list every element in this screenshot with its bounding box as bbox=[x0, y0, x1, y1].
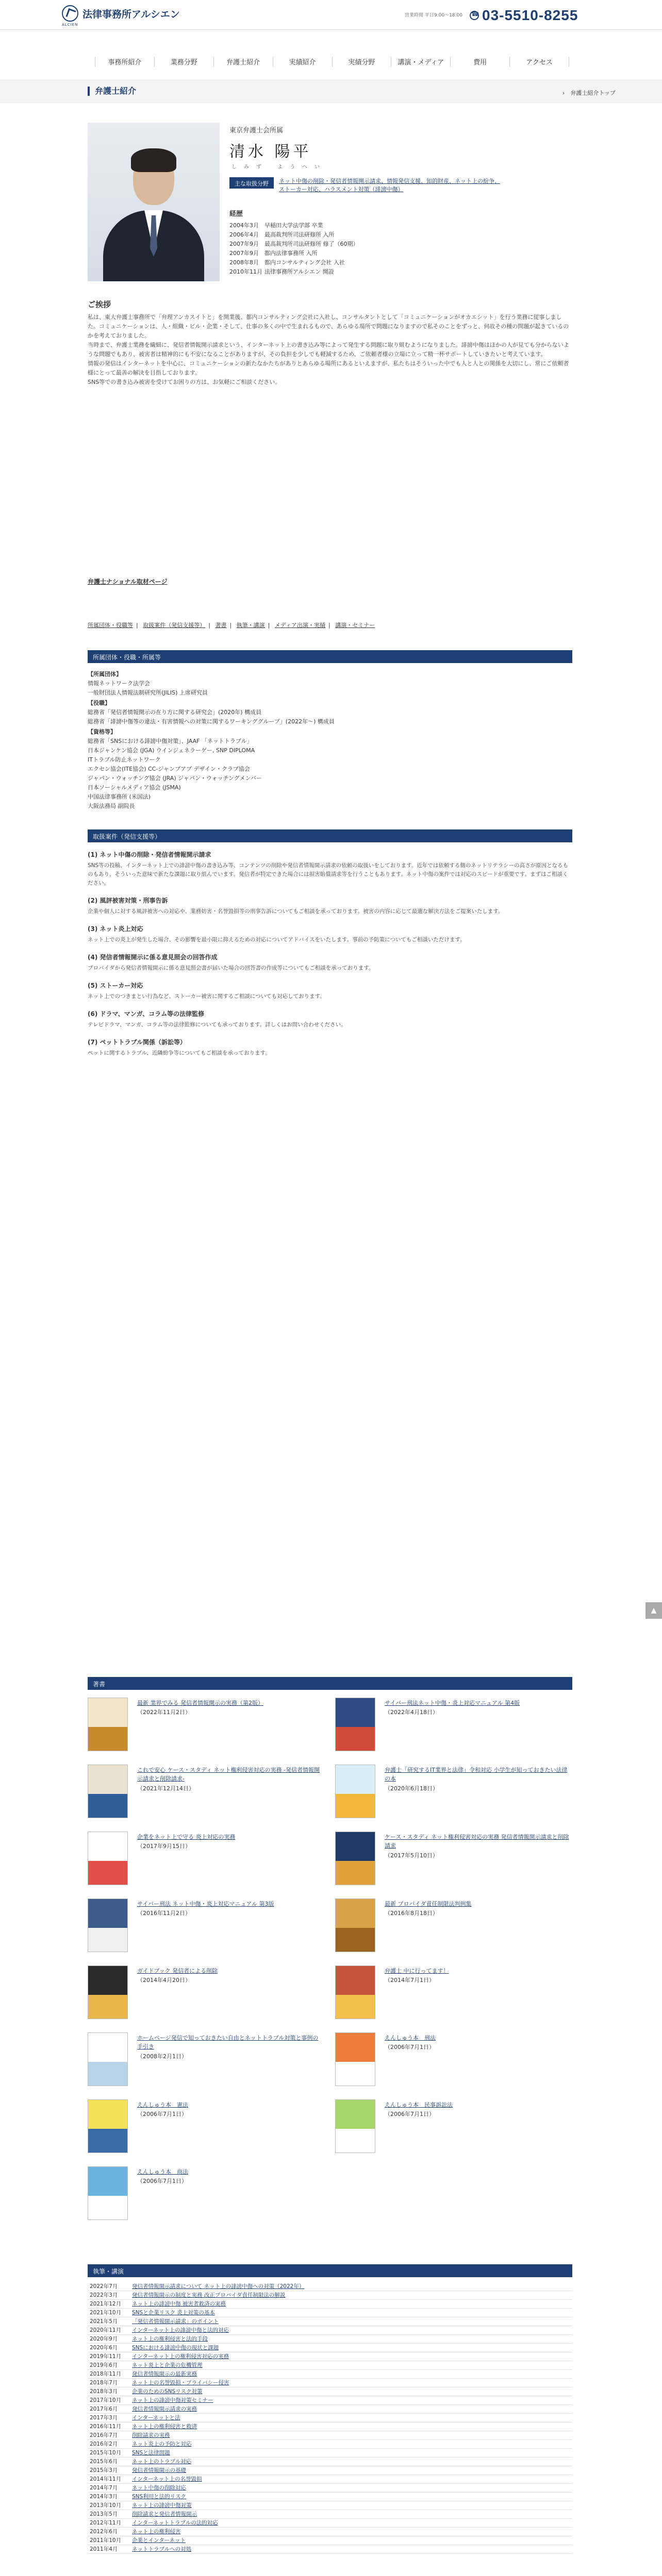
row-title-link[interactable]: 企業のためのSNSリスク対策 bbox=[132, 2388, 203, 2395]
book-date: （2021年12月14日） bbox=[137, 1785, 194, 1792]
row-title-link[interactable]: 企業とインターネット bbox=[132, 2537, 186, 2544]
book-date: （2022年11月2日） bbox=[137, 1709, 191, 1716]
book-cover[interactable] bbox=[335, 1765, 375, 1818]
book-title[interactable]: 最新 プロバイダ責任制限法判例集 bbox=[385, 1901, 472, 1907]
row-date: 2015年6月 bbox=[90, 2459, 118, 2465]
affiliation-group-title: 【資格等】 bbox=[88, 728, 116, 735]
nav-item-access[interactable]: アクセス bbox=[510, 57, 569, 67]
row-date: 2017年6月 bbox=[90, 2406, 118, 2412]
table-row bbox=[88, 2300, 572, 2309]
practice-item-heading: (3) ネット炎上対応 bbox=[88, 925, 143, 933]
book-date: （2016年11月2日） bbox=[137, 1910, 191, 1917]
practice-item-heading: (4) 発信者情報開示に係る意見照会の回答作成 bbox=[88, 954, 218, 961]
row-date: 2018年3月 bbox=[90, 2388, 118, 2395]
career-heading: 経歴 bbox=[229, 210, 243, 218]
book-title[interactable]: 企業をネット上で守る 炎上対応の実務 bbox=[137, 1834, 236, 1840]
career-row bbox=[229, 221, 549, 230]
table-row bbox=[88, 2536, 572, 2545]
row-title-link[interactable]: ネット上の名誉毀損・プライバシー侵害 bbox=[132, 2380, 229, 2386]
row-title-link[interactable]: ネットトラブルへの対処 bbox=[132, 2546, 192, 2552]
practice-item-heading: (2) 風評被害対策・刑事告訴 bbox=[88, 897, 168, 904]
nav-item-results[interactable]: 実績紹介 bbox=[273, 57, 333, 67]
header-contact bbox=[405, 7, 578, 24]
table-row bbox=[88, 2458, 572, 2466]
book-date: （2006年7月1日） bbox=[385, 2044, 435, 2050]
page-top-button[interactable]: ▲ bbox=[646, 1602, 662, 1619]
book-title[interactable]: ガイドブック 発信者による削除 bbox=[137, 1968, 218, 1974]
practice-item-heading: (5) ストーカー対応 bbox=[88, 982, 143, 989]
row-date: 2019年6月 bbox=[90, 2362, 118, 2368]
anchor-practice[interactable]: 取扱案件（発信支援等） bbox=[143, 622, 206, 629]
row-title-link[interactable]: SNSと企業リスク 炎上対策の基本 bbox=[132, 2310, 215, 2316]
book-item[interactable] bbox=[335, 1832, 572, 1893]
row-title-link[interactable]: ネット上の誹謗中傷対策 bbox=[132, 2502, 192, 2509]
book-cover[interactable] bbox=[335, 2032, 375, 2086]
table-row bbox=[88, 2370, 572, 2379]
affiliation-item: 大阪法務局 副院長 bbox=[88, 803, 135, 809]
nav-item-result-fields[interactable]: 実績分野 bbox=[333, 57, 392, 67]
nav-item-office[interactable]: 事務所紹介 bbox=[95, 57, 155, 67]
practice-item-text: 企業や個人に対する風評被害への対応や、業務妨害・名誉毀損等の刑事告訴についてもご相談を承っております。被害の内容に応じて最適な解決方法をご提案いたします。 bbox=[88, 908, 504, 914]
book-item[interactable] bbox=[88, 1832, 325, 1893]
books-heading: 著書 bbox=[88, 1677, 572, 1690]
row-title-link[interactable]: 削除請求の実務 bbox=[132, 2432, 170, 2438]
office-hours: 営業時間 平日9:00～18:00 bbox=[405, 12, 463, 18]
book-item[interactable] bbox=[335, 1965, 572, 2027]
book-cover[interactable] bbox=[88, 1965, 128, 2019]
affiliation-item: 総務省「SNSにおける誹謗中傷対策」、JAAF 「ネットトラブル」 bbox=[88, 738, 253, 744]
row-title-link[interactable]: ネット炎上と企業の危機管理 bbox=[132, 2362, 203, 2368]
affiliation-item: 日本ソーシャルメディア協会 (JSMA) bbox=[88, 784, 181, 791]
row-title-link[interactable]: ネット上のトラブル対応 bbox=[132, 2459, 192, 2465]
phone-number[interactable]: 03-5510-8255 bbox=[482, 7, 578, 23]
row-title-link[interactable]: SNS利用と法的リスク bbox=[132, 2494, 186, 2500]
affiliation-item: 日本ジャンケン協会 (JGA) ウインジェネラーゲー, SNP DIPLOMA bbox=[88, 747, 255, 754]
book-item[interactable] bbox=[88, 2032, 325, 2094]
practice-item-heading: (1) ネット中傷の削除・発信者情報開示請求 bbox=[88, 851, 211, 858]
career-text: 法律事務所アルシエン 開設 bbox=[264, 268, 334, 275]
row-date: 2020年9月 bbox=[90, 2336, 118, 2342]
row-date: 2016年11月 bbox=[90, 2424, 122, 2430]
book-cover[interactable] bbox=[88, 2099, 128, 2153]
book-item[interactable] bbox=[88, 1765, 325, 1826]
affiliation-item: 総務省「発信者情報開示の在り方に関する研究会」(2020年) 構成員 bbox=[88, 709, 262, 716]
table-row bbox=[88, 2510, 572, 2519]
book-date: （2017年5月10日） bbox=[385, 1852, 438, 1859]
table-row bbox=[88, 2291, 572, 2300]
row-date: 2014年3月 bbox=[90, 2494, 118, 2500]
career-text: 都内法律事務所 入所 bbox=[264, 250, 318, 257]
table-row bbox=[88, 2466, 572, 2475]
row-title-link[interactable]: ネット上の誹謗中傷対策セミナー bbox=[132, 2397, 213, 2403]
book-title[interactable]: 最新 業界でみる 発信者情報開示の実務（第2版） bbox=[137, 1700, 263, 1706]
book-title[interactable]: えんしゅう本 刑法 bbox=[385, 2035, 436, 2041]
writing-heading: 執筆・講演 bbox=[88, 2264, 572, 2277]
row-date: 2016年7月 bbox=[90, 2432, 118, 2438]
row-date: 2017年3月 bbox=[90, 2415, 118, 2421]
table-row bbox=[88, 2344, 572, 2352]
book-cover[interactable] bbox=[88, 1832, 128, 1885]
anchor-media[interactable]: メディア出演・実績 bbox=[274, 622, 325, 629]
career-row bbox=[229, 230, 549, 240]
nav-item-practice-areas[interactable]: 業務分野 bbox=[155, 57, 214, 67]
site-header bbox=[0, 0, 662, 30]
affiliations-heading: 所属団体・役職・所属等 bbox=[88, 650, 572, 663]
table-row bbox=[88, 2387, 572, 2396]
table-row bbox=[88, 2528, 572, 2536]
affiliation-group-title: 【役職】 bbox=[88, 700, 110, 706]
career-year: 2007年9月 bbox=[229, 241, 259, 247]
page-title: 弁護士紹介 bbox=[88, 87, 136, 96]
greeting-paragraph: 当時まで、弁護士業務を繊細に、発信者情報開示請求という、インターネット上の書き込み等によって発生する問題に取り組むようになりました。誹謗中傷はほかの人が見ても分からないような問題でもあり、被害者は精神的にも不安になることがありますが、その負担を少しでも軽減するため、ご依頼者様の立場に立って精一杯サポートしていきたいと考えています。 bbox=[88, 342, 569, 358]
nav-item-lectures-media[interactable]: 講演・メディア bbox=[391, 57, 451, 67]
practice-item-heading: (7) ペットトラブル関係（訴訟等） bbox=[88, 1039, 187, 1046]
anchor-writing[interactable]: 執筆・講演 bbox=[236, 622, 265, 629]
title-bar bbox=[0, 80, 662, 103]
book-title[interactable]: えんしゅう本 憲法 bbox=[137, 2102, 188, 2108]
affiliation-item: 情報ネットワーク法学会 bbox=[88, 680, 150, 687]
lawyer-name: 清水 陽平 bbox=[229, 143, 312, 161]
book-cover[interactable] bbox=[335, 1899, 375, 1952]
fields-label: 主な取扱分野 bbox=[229, 177, 274, 189]
row-title-link[interactable]: 発信者情報開示請求の実務 bbox=[132, 2406, 197, 2412]
book-item[interactable] bbox=[335, 2032, 572, 2094]
book-date: （2014年7月1日） bbox=[385, 1977, 435, 1984]
book-cover[interactable] bbox=[88, 2166, 128, 2220]
row-title-link[interactable]: インターネット上の権利侵害対応の実務 bbox=[132, 2353, 229, 2360]
career-year: 2008年8月 bbox=[229, 259, 259, 266]
practice-item-text: SNS等の投稿、インターネット上での誹謗中傷の書き込み等、コンテンツの削除や発信者情報開示請求の依頼の取扱いをしております。近年では依頼する側のネットリテラシーの高さが原因となるものもあり、そういった意味で新たな課題に取り組んでいます。発信者が特定できた場合には損害賠償請求等を行うこともあります。ネット中傷の案件では対応のスピードが重要です。まずはご相談ください。 bbox=[88, 862, 569, 886]
book-item[interactable] bbox=[88, 1698, 325, 1759]
table-row bbox=[88, 2335, 572, 2344]
career-text: 最高裁判所司法研修所 修了（60期） bbox=[264, 241, 359, 247]
practice-item-text: ネット上での炎上が発生した場合、その影響を最小限に抑えるための対応についてアドバイスをいたします。事前の予防策についてもご相談いただけます。 bbox=[88, 937, 466, 943]
book-cover[interactable] bbox=[88, 1765, 128, 1818]
career-year: 2006年4月 bbox=[229, 231, 259, 238]
row-date: 2018年11月 bbox=[90, 2371, 122, 2377]
phone-icon bbox=[470, 11, 479, 20]
row-date: 2021年5月 bbox=[90, 2318, 118, 2325]
nav-item-lawyers[interactable]: 弁護士紹介 bbox=[214, 57, 273, 67]
logo-text: 法律事務所アルシエン bbox=[82, 8, 180, 20]
nav-item-fees[interactable]: 費用 bbox=[451, 57, 510, 67]
table-row bbox=[88, 2493, 572, 2501]
row-date: 2020年6月 bbox=[90, 2345, 118, 2351]
row-date: 2015年10月 bbox=[90, 2450, 122, 2456]
writing-table bbox=[88, 2282, 572, 2554]
affiliation-item: エクセン協会(ITE協会) CC-ジャンプアプ デザイン・クラブ協会 bbox=[88, 766, 250, 772]
row-date: 2014年11月 bbox=[90, 2476, 122, 2482]
section-anchor-links: 所属団体・役職等 | 取扱案件（発信支援等） | 著書 | 執筆・講演 | メディア出演・実績 | 講演・セミナー bbox=[88, 622, 375, 629]
back-to-lawyers-link[interactable]: › 弁護士紹介トップ bbox=[562, 90, 616, 96]
row-date: 2012年6月 bbox=[90, 2529, 118, 2535]
career-list bbox=[229, 221, 549, 277]
table-row bbox=[88, 2405, 572, 2414]
book-title[interactable]: 弁護士「研究するIT業界と法律」令和対応 小学生が知っておきたい法律の本 bbox=[385, 1767, 568, 1782]
lawyer-name-kana: しみず ようへい bbox=[231, 164, 327, 170]
affiliation-item: 総務省「誹謗中傷等の違法・有害情報への対策に関するワーキンググループ」(2022年〜) 構成員 bbox=[88, 718, 335, 725]
table-row bbox=[88, 2352, 572, 2361]
row-date: 2019年11月 bbox=[90, 2353, 122, 2360]
row-title-link[interactable]: 「発信者情報開示請求」のポイント bbox=[132, 2318, 219, 2325]
table-row bbox=[88, 2326, 572, 2335]
career-year: 2010年11月 bbox=[229, 268, 262, 275]
practice-list bbox=[88, 850, 572, 1058]
career-year: 2004年3月 bbox=[229, 222, 259, 229]
practice-item-text: テレビドラマ、マンガ、コラム等の法律監修についても承っております。詳しくはお問い合わせください。 bbox=[88, 1022, 346, 1028]
book-cover[interactable] bbox=[335, 1832, 375, 1885]
practice-item-text: ペットに関するトラブル、近隣紛争等についてもご相談を承っております。 bbox=[88, 1050, 271, 1056]
book-cover[interactable] bbox=[335, 2099, 375, 2153]
row-title-link[interactable]: 発信者情報開示請求について ネット上の誹謗中傷への対策（2022年） bbox=[132, 2283, 305, 2290]
row-date: 2011年4月 bbox=[90, 2546, 118, 2552]
book-item[interactable] bbox=[88, 1965, 325, 2027]
row-date: 2022年7月 bbox=[90, 2283, 118, 2290]
career-row bbox=[229, 258, 549, 267]
row-title-link[interactable]: ネット上の権利侵害と法的手段 bbox=[132, 2336, 208, 2342]
book-date: （2020年6月18日） bbox=[385, 1785, 438, 1792]
row-title-link[interactable]: ネット中傷の削除対応 bbox=[132, 2485, 186, 2491]
affiliations-list bbox=[88, 670, 572, 811]
table-row bbox=[88, 2501, 572, 2510]
book-title[interactable]: ホームページ発信で知っておきたい自由とネットトラブル対策と事例の手引き bbox=[137, 2035, 319, 2050]
row-date: 2021年10月 bbox=[90, 2310, 122, 2316]
row-title-link[interactable]: SNSと法律問題 bbox=[132, 2450, 170, 2456]
row-date: 2022年3月 bbox=[90, 2292, 118, 2298]
lawyer-photo bbox=[88, 123, 220, 281]
book-title[interactable]: ケース・スタディ ネット権利侵害対応の実務 発信者情報開示請求と削除請求 bbox=[385, 1834, 569, 1849]
row-title-link[interactable]: ネット上の権利侵害と救済 bbox=[132, 2424, 197, 2430]
practice-item-text: プロバイダから発信者情報開示に係る意見照会書が届いた場合の回答書の作成等についてもご相談を承っております。 bbox=[88, 965, 374, 971]
row-date: 2020年11月 bbox=[90, 2327, 122, 2333]
table-row bbox=[88, 2431, 572, 2440]
book-date: （2022年4月18日） bbox=[385, 1709, 438, 1716]
career-text: 早稲田大学法学部 卒業 bbox=[264, 222, 323, 229]
row-title-link[interactable]: インターネット上の誹謗中傷と法的対応 bbox=[132, 2327, 229, 2333]
greeting-heading: ご挨拶 bbox=[88, 300, 111, 309]
row-date: 2013年5月 bbox=[90, 2511, 118, 2517]
book-cover[interactable] bbox=[335, 1965, 375, 2019]
table-row bbox=[88, 2309, 572, 2317]
book-cover[interactable] bbox=[88, 1899, 128, 1952]
row-title-link[interactable]: SNSにおける誹謗中傷の現状と課題 bbox=[132, 2345, 219, 2351]
site-logo[interactable] bbox=[62, 5, 180, 27]
anchor-books[interactable]: 著書 bbox=[215, 622, 227, 629]
table-row bbox=[88, 2475, 572, 2484]
row-date: 2016年2月 bbox=[90, 2441, 118, 2447]
row-date: 2014年7月 bbox=[90, 2485, 118, 2491]
career-row bbox=[229, 267, 549, 277]
row-date: 2018年7月 bbox=[90, 2380, 118, 2386]
row-date: 2021年12月 bbox=[90, 2301, 122, 2307]
interview-page-link[interactable]: 弁護士ナショナル取材ページ bbox=[88, 578, 168, 585]
book-date: （2016年8月18日） bbox=[385, 1910, 438, 1917]
book-title[interactable]: 弁護士 中に行ってます！ bbox=[385, 1968, 449, 1974]
affiliation-item: ITトラブル防止ネットワーク bbox=[88, 756, 161, 763]
row-date: 2017年10月 bbox=[90, 2397, 122, 2403]
book-date: （2017年9月15日） bbox=[137, 1843, 191, 1850]
table-row bbox=[88, 2361, 572, 2370]
book-item[interactable] bbox=[335, 1899, 572, 1960]
book-item[interactable] bbox=[88, 2166, 325, 2228]
row-date: 2013年10月 bbox=[90, 2502, 122, 2509]
affiliation-item: ジャパン・ウォッチング協会 (JRA) ジャパン・ウォッチングメンバー bbox=[88, 775, 262, 782]
table-row bbox=[88, 2414, 572, 2422]
table-row bbox=[88, 2519, 572, 2528]
greeting-section bbox=[88, 299, 572, 387]
affiliation-item: 中国法律事務所 (米国法) bbox=[88, 793, 151, 800]
book-cover[interactable] bbox=[335, 1698, 375, 1751]
row-title-link[interactable]: インターネットトラブルの法的対応 bbox=[132, 2520, 218, 2526]
row-title-link[interactable]: 発信者情報開示の制度と実務 改正プロバイダ責任制限法の解説 bbox=[132, 2292, 286, 2298]
logo-sub: ALCIEN bbox=[62, 23, 78, 27]
row-date: 2011年10月 bbox=[90, 2537, 122, 2544]
greeting-paragraph: 情報の発信はインターネットを中心に、コミュニケーションの新たなかたちがありとあらゆる場所にあるといえますが、私たちはそういった中でも人と人との関係を大切にし、常にご依頼者様にとって最善の解決を目指しております。 bbox=[88, 360, 569, 376]
row-title-link[interactable]: ネット上の権利侵害 bbox=[132, 2529, 181, 2535]
row-title-link[interactable]: 発信者情報開示の基礎 bbox=[132, 2467, 186, 2473]
table-row bbox=[88, 2484, 572, 2493]
affiliation-item: 一般財団法人情報法制研究所(JILIS) 上席研究員 bbox=[88, 689, 208, 696]
book-title[interactable]: えんしゅう本 民事訴訟法 bbox=[385, 2102, 453, 2108]
row-title-link[interactable]: インターネット上の名誉毀損 bbox=[132, 2476, 202, 2482]
career-text: 都内コンサルティング会社 入社 bbox=[264, 259, 345, 266]
book-title[interactable]: サイバー刑法 ネット中傷・炎上対応マニュアル 第3版 bbox=[137, 1901, 274, 1907]
row-title-link[interactable]: ネット炎上の予防と対応 bbox=[132, 2441, 192, 2447]
practice-item-text: ネット上でのつきまとい行為など、ストーカー被害に関するご相談についても対応しております。 bbox=[88, 993, 325, 999]
row-date: 2015年3月 bbox=[90, 2467, 118, 2473]
global-nav bbox=[95, 57, 569, 67]
book-date: （2006年7月1日） bbox=[137, 2178, 187, 2184]
career-text: 最高裁判所司法研修所 入所 bbox=[264, 231, 335, 238]
book-item[interactable] bbox=[335, 1698, 572, 1759]
career-year: 2007年9月 bbox=[229, 250, 259, 257]
practice-item-heading: (6) ドラマ、マンガ、コラム等の法律監修 bbox=[88, 1010, 205, 1018]
career-row bbox=[229, 249, 549, 258]
book-item[interactable] bbox=[88, 2099, 325, 2161]
book-cover[interactable] bbox=[88, 1698, 128, 1751]
book-item[interactable] bbox=[88, 1899, 325, 1960]
book-date: （2006年7月1日） bbox=[137, 2111, 187, 2117]
book-date: （2014年4月20日） bbox=[137, 1977, 191, 1984]
table-row bbox=[88, 2449, 572, 2458]
row-title-link[interactable]: ネット上の誹謗中傷 被害者救済の実務 bbox=[132, 2301, 226, 2307]
career-row bbox=[229, 240, 549, 249]
fields-links[interactable]: ネット中傷の削除・発信者情報開示請求、情報発信支援、知的財産、ネット上の紛争、ストーカー対応、ハラスメント対策（誹謗中傷） bbox=[279, 178, 500, 193]
practice-heading: 取扱案件（発信支援等） bbox=[88, 829, 572, 842]
table-row bbox=[88, 2379, 572, 2387]
book-date: （2006年7月1日） bbox=[385, 2111, 435, 2117]
table-row bbox=[88, 2396, 572, 2405]
table-row bbox=[88, 2440, 572, 2449]
row-title-link[interactable]: インターネットと法 bbox=[132, 2415, 180, 2421]
anchor-affiliations[interactable]: 所属団体・役職等 bbox=[88, 622, 133, 629]
affiliation-group-title: 【所属団体】 bbox=[88, 671, 122, 677]
book-date: （2008年2月1日） bbox=[137, 2053, 187, 2060]
book-cover[interactable] bbox=[88, 2032, 128, 2086]
row-title-link[interactable]: 削除請求と発信者情報開示 bbox=[132, 2511, 197, 2517]
table-row bbox=[88, 2317, 572, 2326]
bar-affiliation: 東京弁護士会所属 bbox=[229, 127, 284, 134]
book-title[interactable]: サイバー刑法ネット中傷・炎上対応マニュアル 第4版 bbox=[385, 1700, 520, 1706]
book-item[interactable] bbox=[335, 1765, 572, 1826]
row-date: 2012年11月 bbox=[90, 2520, 122, 2526]
logo-mark-icon bbox=[62, 5, 78, 22]
table-row bbox=[88, 2545, 572, 2554]
book-title[interactable]: えんしゅう本 商法 bbox=[137, 2168, 188, 2175]
anchor-seminars[interactable]: 講演・セミナー bbox=[335, 622, 375, 629]
row-title-link[interactable]: 発信者情報開示の最新実務 bbox=[132, 2371, 197, 2377]
table-row bbox=[88, 2282, 572, 2291]
book-item[interactable] bbox=[335, 2099, 572, 2161]
book-title[interactable]: これで安心 ケース・スタディ ネット権利侵害対応の実務 ‐発信者情報開示請求と削除請求‐ bbox=[137, 1767, 320, 1782]
greeting-paragraph: 私は、東大弁護士事務所で「弁理アンカスイトと」を開業後、都内コンサルティング会社に入社し、コンサルタントとして「コミュニケーションがオカエシット」を行う業務に従事しました。コミュニケーションは、人・組織・ビル・企業・そして、仕事の多くの中で生まれるもので、あらゆる場所で問題になりますので私そのことをずっと、何故その種の問題が起きているのかを考えておりました。 bbox=[88, 314, 569, 339]
greeting-paragraph: SNS等での書き込み被害を受けてお困りの方は、お気軽にご相談ください。 bbox=[88, 379, 281, 385]
table-row bbox=[88, 2422, 572, 2431]
